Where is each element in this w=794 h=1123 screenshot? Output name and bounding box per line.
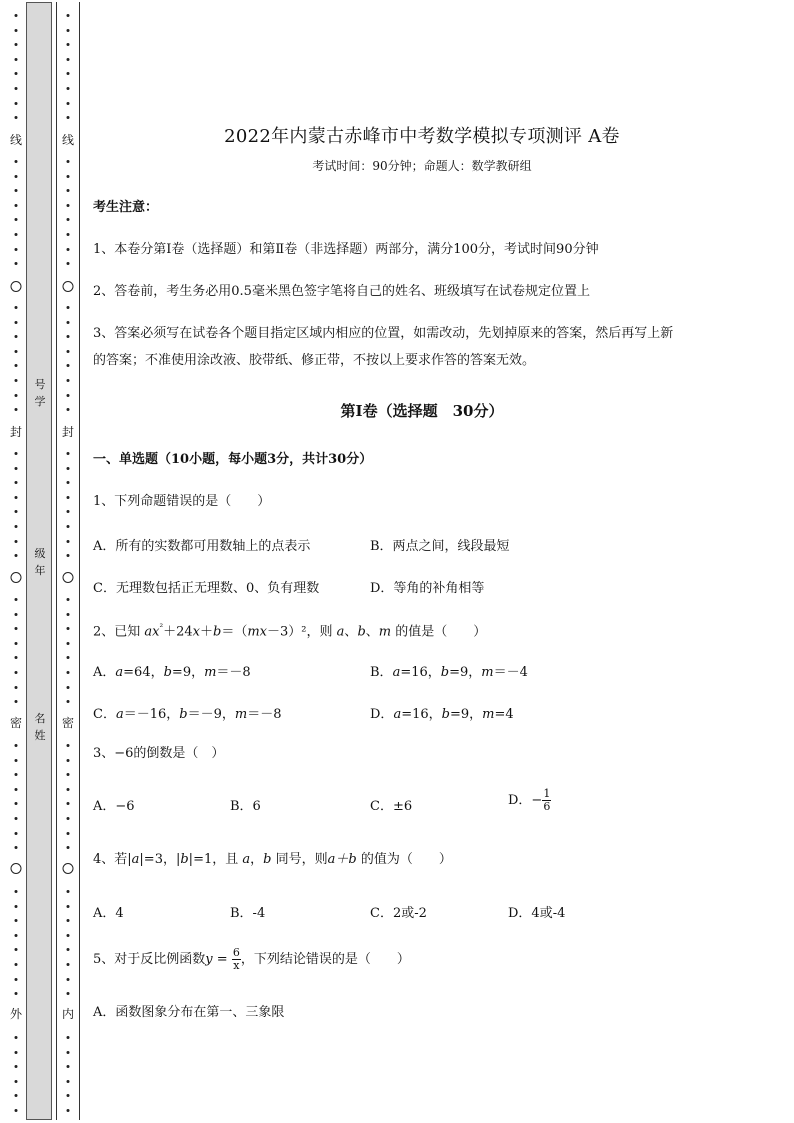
binding-dot: [67, 963, 70, 966]
opt-part: C．: [93, 707, 116, 722]
q2-stem-part: 、: [344, 624, 358, 640]
binding-dot: [15, 467, 18, 470]
binding-dot: [67, 364, 70, 367]
binding-dot: [67, 554, 70, 557]
binding-dot: [67, 1094, 70, 1097]
inner-mark-inside: 内: [61, 1007, 74, 1021]
q2-stem-part: a: [336, 624, 345, 640]
binding-dot: [15, 452, 18, 455]
inner-circle-3: [63, 863, 74, 874]
part1-title: 第I卷（选择题 30分）: [340, 402, 504, 420]
question-2-option-c: [93, 703, 281, 722]
opt-part: b: [163, 665, 172, 680]
outer-mark-seal: 封: [9, 425, 22, 439]
opt-part: ＝－8: [247, 707, 282, 722]
binding-dot: [67, 408, 70, 411]
inner-binding-column: [56, 2, 80, 1120]
binding-dot: [15, 160, 18, 163]
question-1-option-a: A．所有的实数都可用数轴上的点表示: [93, 539, 311, 554]
fraction-numerator: 6: [232, 946, 240, 959]
opt-part: ＝－8: [216, 665, 251, 680]
binding-dot: [67, 613, 70, 616]
binding-dot: [67, 496, 70, 499]
binding-dot: [15, 627, 18, 630]
binding-dot: [15, 700, 18, 703]
binding-dot: [15, 905, 18, 908]
binding-dot: [15, 817, 18, 820]
q4-stem-part: ，: [250, 852, 264, 867]
opt-part: =9，: [449, 665, 482, 680]
binding-dot: [15, 364, 18, 367]
q4-stem-part: a＋b: [327, 852, 357, 867]
inner-circle-1: [63, 281, 74, 292]
binding-dot: [15, 978, 18, 981]
binding-dot: [67, 656, 70, 659]
binding-dot: [67, 671, 70, 674]
q4-stem-part: |a|: [127, 852, 144, 867]
inner-mark-secret: 密: [61, 716, 74, 730]
q2-stem-part: mx: [247, 624, 268, 640]
binding-dot: [67, 686, 70, 689]
opt-part: D．: [370, 707, 394, 722]
opt-part: m: [204, 665, 217, 680]
opt-part: ＝－16，: [123, 707, 180, 722]
option-d-label: D．−: [508, 793, 543, 808]
binding-dot: [67, 189, 70, 192]
binding-dot: [67, 379, 70, 382]
binding-dot: [15, 379, 18, 382]
binding-dot: [15, 306, 18, 309]
outer-circle-1: [11, 281, 22, 292]
opt-part: a: [392, 665, 401, 680]
binding-dot: [15, 934, 18, 937]
q2-stem-part: b: [357, 624, 366, 640]
binding-dot: [15, 58, 18, 61]
binding-dot: [15, 321, 18, 324]
question-5-option-a: A．函数图象分布在第一、三象限: [93, 1005, 285, 1020]
binding-dot: [67, 72, 70, 75]
q2-stem-part: x: [192, 624, 200, 640]
binding-dot: [15, 613, 18, 616]
binding-dot: [15, 802, 18, 805]
question-4-option-a: A．4: [93, 906, 124, 921]
binding-dot: [15, 846, 18, 849]
fraction-numerator: 1: [543, 787, 551, 800]
binding-dot: [15, 262, 18, 265]
binding-dot: [15, 948, 18, 951]
opt-part: B．: [370, 665, 393, 680]
student-info-strip: [26, 2, 52, 1120]
q2-stem-part: －3）²，则: [267, 624, 337, 640]
binding-dot: [15, 656, 18, 659]
question-3-option-d: [508, 788, 551, 813]
binding-dot: [15, 408, 18, 411]
question-4-option-b: B．-4: [230, 906, 266, 921]
q5-stem-part: ，下列结论错误的是（ ）: [240, 952, 410, 967]
binding-dot: [15, 204, 18, 207]
opt-part: =16，: [400, 665, 441, 680]
binding-dot: [67, 948, 70, 951]
binding-dot: [15, 759, 18, 762]
question-2-option-d: [370, 703, 514, 722]
notice-item-1: 1、本卷分第I卷（选择题）和第Ⅱ卷（非选择题）两部分，满分100分，考试时间90分钟: [93, 242, 599, 257]
binding-dot: [15, 1036, 18, 1039]
binding-dot: [67, 175, 70, 178]
binding-dot: [67, 817, 70, 820]
binding-dot: [15, 394, 18, 397]
opt-part: m: [234, 707, 248, 722]
outer-mark-secret: 密: [9, 716, 22, 730]
opt-part: m: [482, 707, 495, 722]
binding-dot: [67, 642, 70, 645]
binding-dot: [67, 978, 70, 981]
binding-dot: [67, 1065, 70, 1068]
q4-stem-part: =3，: [143, 852, 176, 867]
question-4-option-c: C．2或-2: [370, 906, 427, 921]
binding-dot: [15, 540, 18, 543]
binding-dot: [67, 525, 70, 528]
question-3-stem: 3、−6的倒数是（ ）: [93, 746, 225, 761]
binding-dot: [67, 58, 70, 61]
binding-dot: [15, 598, 18, 601]
binding-dot: [67, 467, 70, 470]
outer-mark-line: 线: [9, 133, 22, 147]
section-heading: 一、单选题（10小题，每小题3分，共计30分）: [93, 452, 373, 467]
binding-dot: [15, 642, 18, 645]
binding-dot: [15, 744, 18, 747]
binding-dot: [67, 832, 70, 835]
binding-dot: [15, 29, 18, 32]
binding-dot: [67, 1109, 70, 1112]
opt-part: ＝－9，: [187, 707, 235, 722]
inner-mark-seal: 封: [61, 425, 74, 439]
binding-dot: [67, 160, 70, 163]
binding-dot: [67, 905, 70, 908]
binding-dot: [67, 802, 70, 805]
fraction: [542, 788, 551, 813]
exam-subtitle: 考试时间：90分钟；命题人：数学教研组: [312, 159, 532, 173]
binding-dot: [67, 481, 70, 484]
q2-stem-part: ＋: [200, 624, 214, 640]
binding-dot: [15, 350, 18, 353]
question-1-stem: 1、下列命题错误的是（ ）: [93, 494, 271, 509]
q4-stem-part: =1，且: [193, 852, 243, 867]
binding-dot: [15, 335, 18, 338]
binding-dot: [15, 14, 18, 17]
fraction-denominator: x: [233, 959, 240, 972]
q2-stem-part: m: [378, 624, 392, 640]
opt-part: a: [115, 707, 124, 722]
binding-dot: [15, 218, 18, 221]
binding-dot: [67, 1036, 70, 1039]
binding-dot: [67, 218, 70, 221]
binding-dot: [67, 248, 70, 251]
binding-dot: [67, 43, 70, 46]
binding-dot: [15, 992, 18, 995]
q4-stem-part: b: [263, 852, 272, 867]
binding-dot: [67, 1080, 70, 1083]
binding-dot: [67, 759, 70, 762]
binding-dot: [67, 306, 70, 309]
binding-dot: [67, 540, 70, 543]
binding-dot: [67, 1051, 70, 1054]
outer-circle-3: [11, 863, 22, 874]
question-2-option-b: [370, 661, 528, 680]
q4-stem-part: 4、若: [93, 852, 128, 867]
question-5-stem: [93, 944, 410, 976]
binding-dot: [15, 773, 18, 776]
binding-dot: [67, 744, 70, 747]
binding-dot: [15, 248, 18, 251]
binding-dot: [15, 116, 18, 119]
fraction-denominator: 6: [543, 800, 551, 813]
binding-dot: [67, 773, 70, 776]
q4-stem-part: |b|: [175, 852, 194, 867]
q2-stem-part: ＋24: [163, 624, 193, 640]
question-4-option-d: D．4或-4: [508, 906, 566, 921]
q5-stem-part: y: [205, 952, 213, 967]
binding-dot: [15, 233, 18, 236]
name-field: 名姓: [34, 712, 46, 742]
binding-dot: [15, 919, 18, 922]
binding-dot: [15, 1094, 18, 1097]
binding-dot: [67, 788, 70, 791]
outer-circle-2: [11, 572, 22, 583]
binding-dot: [15, 890, 18, 893]
binding-dot: [67, 598, 70, 601]
binding-dot: [67, 846, 70, 849]
opt-part: b: [441, 707, 450, 722]
opt-part: =16，: [401, 707, 442, 722]
question-2-stem: [93, 618, 486, 642]
binding-dot: [67, 350, 70, 353]
q2-stem-part: 、: [365, 624, 379, 640]
grade-field: 级年: [34, 547, 46, 577]
binding-dot: [67, 992, 70, 995]
binding-dot: [15, 1080, 18, 1083]
inner-circle-2: [63, 572, 74, 583]
binding-dot: [15, 510, 18, 513]
opt-part: ＝－4: [493, 665, 528, 680]
binding-dot: [15, 87, 18, 90]
q2-stem-part: ＝（: [221, 624, 248, 640]
binding-dot: [15, 481, 18, 484]
binding-dot: [67, 335, 70, 338]
binding-dot: [67, 394, 70, 397]
binding-dot: [67, 890, 70, 893]
opt-part: =64，: [123, 665, 164, 680]
outer-binding-column: [6, 0, 26, 1123]
binding-dot: [15, 963, 18, 966]
question-1-option-d: D．等角的补角相等: [370, 581, 485, 596]
binding-dot: [67, 204, 70, 207]
binding-dot: [15, 1051, 18, 1054]
student-number-field: 号学: [34, 378, 46, 408]
binding-dot: [15, 554, 18, 557]
q4-stem-part: 同号，则: [271, 852, 328, 867]
q4-stem-part: a: [242, 852, 251, 867]
binding-dot: [15, 1065, 18, 1068]
binding-dot: [67, 510, 70, 513]
opt-part: b: [179, 707, 188, 722]
binding-dot: [15, 102, 18, 105]
binding-dot: [15, 686, 18, 689]
binding-dot: [67, 452, 70, 455]
opt-part: A．: [93, 665, 116, 680]
opt-part: =4: [494, 707, 514, 722]
opt-part: a: [115, 665, 124, 680]
binding-dot: [67, 262, 70, 265]
binding-dot: [15, 671, 18, 674]
q5-stem-part: 5、对于反比例函数: [93, 952, 206, 967]
binding-dot: [67, 29, 70, 32]
binding-dot: [15, 1109, 18, 1112]
binding-dot: [67, 116, 70, 119]
q2-stem-part: ax: [144, 624, 160, 640]
question-1-option-b: B．两点之间，线段最短: [370, 539, 510, 554]
notice-item-3: 3、答案必须写在试卷各个题目指定区域内相应的位置，如需改动，先划掉原来的答案，然后再写上新: [93, 326, 674, 341]
q4-stem-part: 的值为（ ）: [356, 852, 452, 867]
opt-part: b: [440, 665, 450, 680]
outer-mark-outside: 外: [9, 1007, 22, 1021]
binding-dot: [67, 102, 70, 105]
question-4-stem: [93, 850, 452, 870]
binding-dot: [15, 496, 18, 499]
notice-item-2: 2、答卷前，考生务必用0.5毫米黑色签字笔将自己的姓名、班级填写在试卷规定位置上: [93, 284, 590, 299]
q5-stem-part: =: [212, 952, 232, 967]
binding-dot: [15, 525, 18, 528]
binding-dot: [67, 14, 70, 17]
question-3-option-b: B．6: [230, 799, 261, 814]
opt-part: =9，: [171, 665, 205, 680]
binding-dot: [67, 700, 70, 703]
notice-item-3-cont: 的答案；不准使用涂改液、胶带纸、修正带，不按以上要求作答的答案无效。: [93, 353, 536, 368]
binding-dot: [67, 934, 70, 937]
question-1-option-c: C．无理数包括正无理数、0、负有理数: [93, 581, 320, 596]
binding-dot: [15, 72, 18, 75]
opt-part: a: [393, 707, 402, 722]
binding-dot: [67, 321, 70, 324]
binding-dot: [15, 788, 18, 791]
q2-stem-part: 的值是（ ）: [391, 624, 487, 640]
binding-dot: [15, 43, 18, 46]
q2-stem-part: b: [213, 624, 222, 640]
exam-title: 2022年内蒙古赤峰市中考数学模拟专项测评 A卷: [224, 126, 620, 147]
question-3-option-c: C．±6: [370, 799, 413, 814]
binding-dot: [67, 87, 70, 90]
fraction: [232, 947, 241, 972]
opt-part: =9，: [449, 707, 483, 722]
binding-dot: [67, 919, 70, 922]
question-2-option-a: [93, 661, 251, 680]
opt-part: m: [481, 665, 494, 680]
binding-dot: [15, 832, 18, 835]
binding-dot: [15, 175, 18, 178]
binding-dot: [67, 233, 70, 236]
notice-heading: 考生注意：: [93, 200, 159, 215]
binding-dot: [67, 627, 70, 630]
inner-mark-line: 线: [61, 133, 74, 147]
q2-stem-part: 2、已知: [93, 624, 145, 640]
question-3-option-a: A．−6: [93, 799, 135, 814]
binding-dot: [15, 189, 18, 192]
q2-stem-part: ²: [159, 623, 164, 633]
